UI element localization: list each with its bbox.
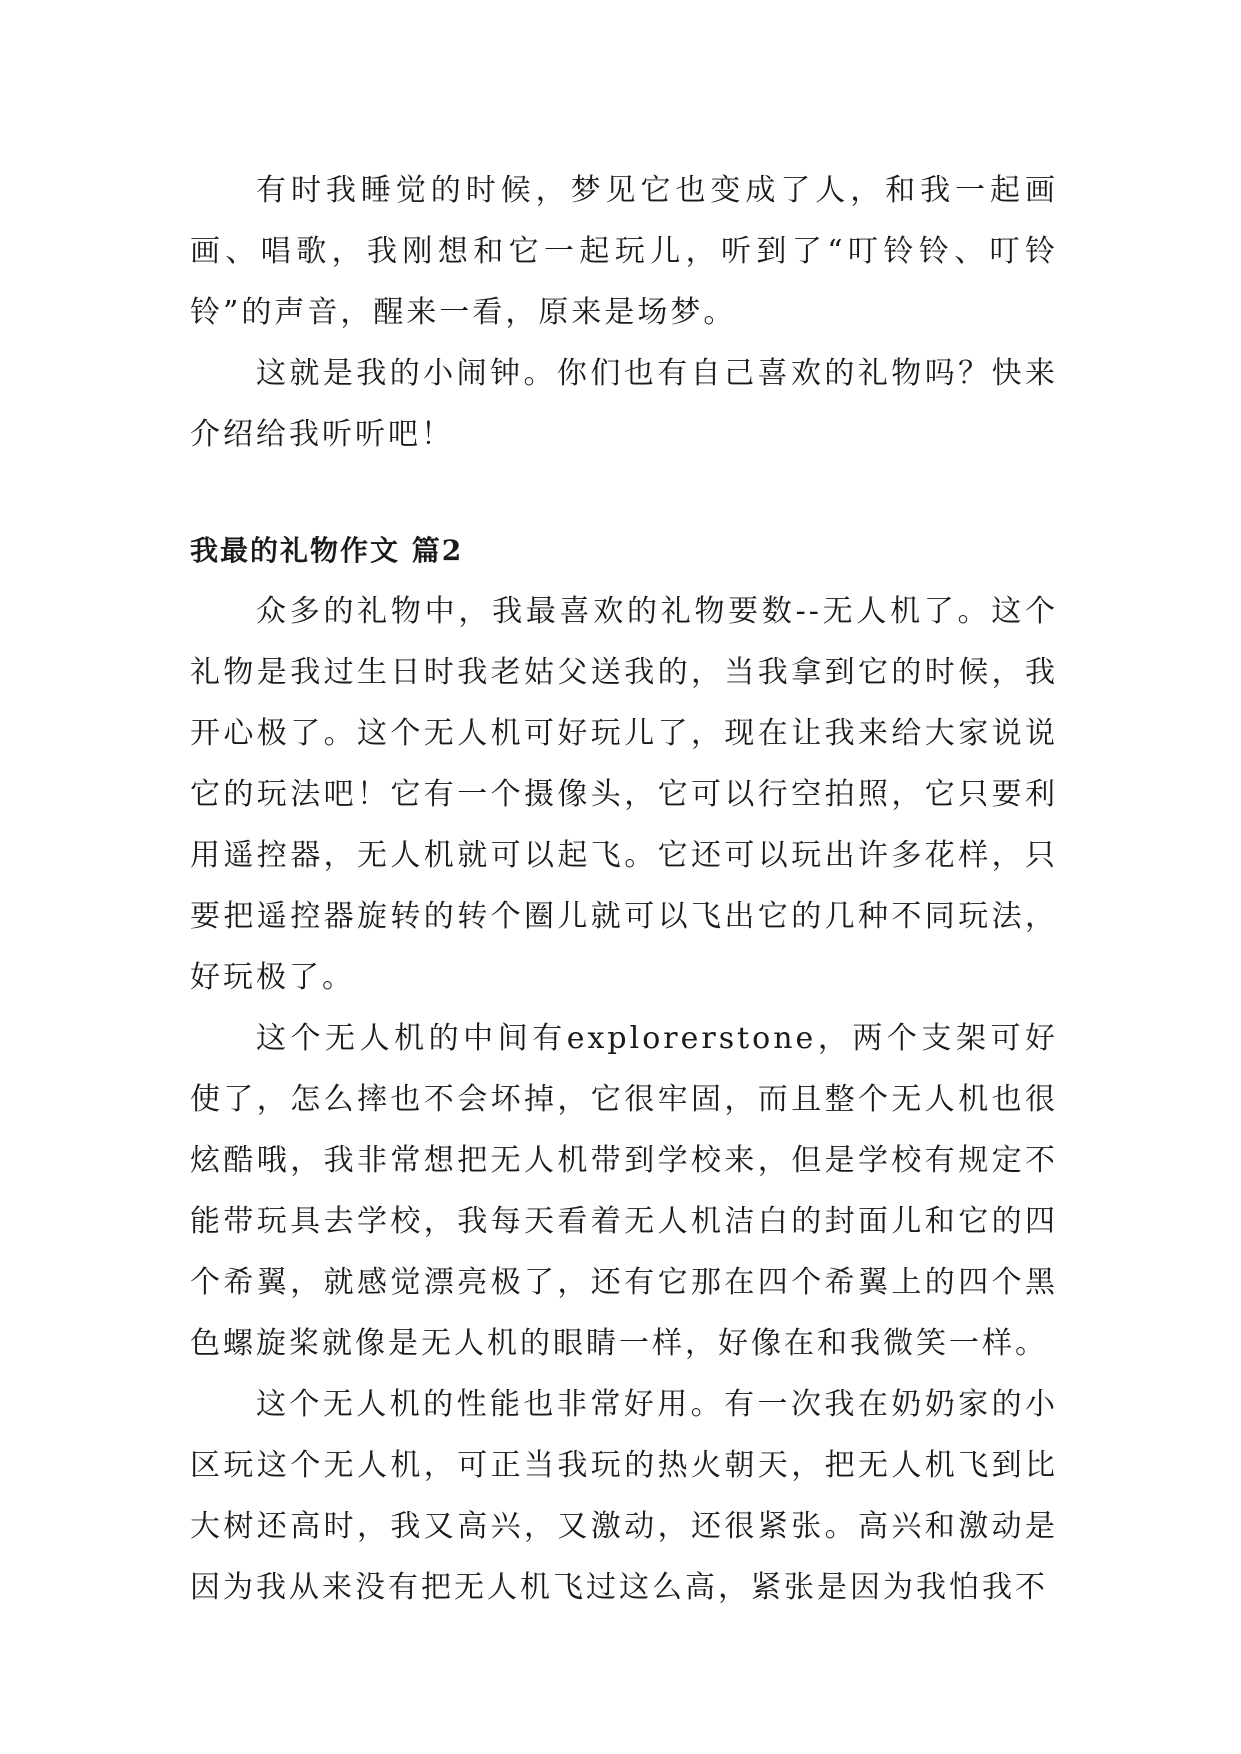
paragraph: 有时我睡觉的时候，梦见它也变成了人，和我一起画画、唱歌，我刚想和它一起玩儿，听到了“叮铃铃、叮铃铃”的声音，醒来一看，原来是场梦。 <box>190 173 1058 330</box>
paragraph: 众多的礼物中，我最喜欢的礼物要数--无人机了。这个礼物是我过生日时我老姑父送我的，当我拿到它的时候，我开心极了。这个无人机可好玩儿了，现在让我来给大家说说它的玩法吧！它有一个摄像头，它可以行空拍照，它只要利用遥控器，无人机就可以起飞。它还可以玩出许多花样，只要把遥控器旋转的转个圈儿就可以飞出它的几种不同玩法，好玩极了。 <box>190 594 1058 995</box>
paragraph: 这个无人机的性能也非常好用。有一次我在奶奶家的小区玩这个无人机，可正当我玩的热火朝天，把无人机飞到比大树还高时，我又高兴，又激动，还很紧张。高兴和激动是因为我从来没有把无人机飞过这么高，紧张是因为我怕我不 <box>190 1387 1058 1605</box>
paragraph: 这就是我的小闹钟。你们也有自己喜欢的礼物吗？快来介绍给我听听吧！ <box>190 356 1058 452</box>
section-heading: 我最的礼物作文 篇2 <box>190 534 464 567</box>
document-page <box>190 160 1058 1618</box>
paragraph: 这个无人机的中间有explorerstone，两个支架可好使了，怎么摔也不会坏掉，它很牢固，而且整个无人机也很炫酷哦，我非常想把无人机带到学校来，但是学校有规定不能带玩具去学校，我每天看着无人机洁白的封面儿和它的四个希翼，就感觉漂亮极了，还有它那在四个希翼上的四个黑色螺旋桨就像是无人机的眼睛一样，好像在和我微笑一样。 <box>190 1021 1058 1361</box>
